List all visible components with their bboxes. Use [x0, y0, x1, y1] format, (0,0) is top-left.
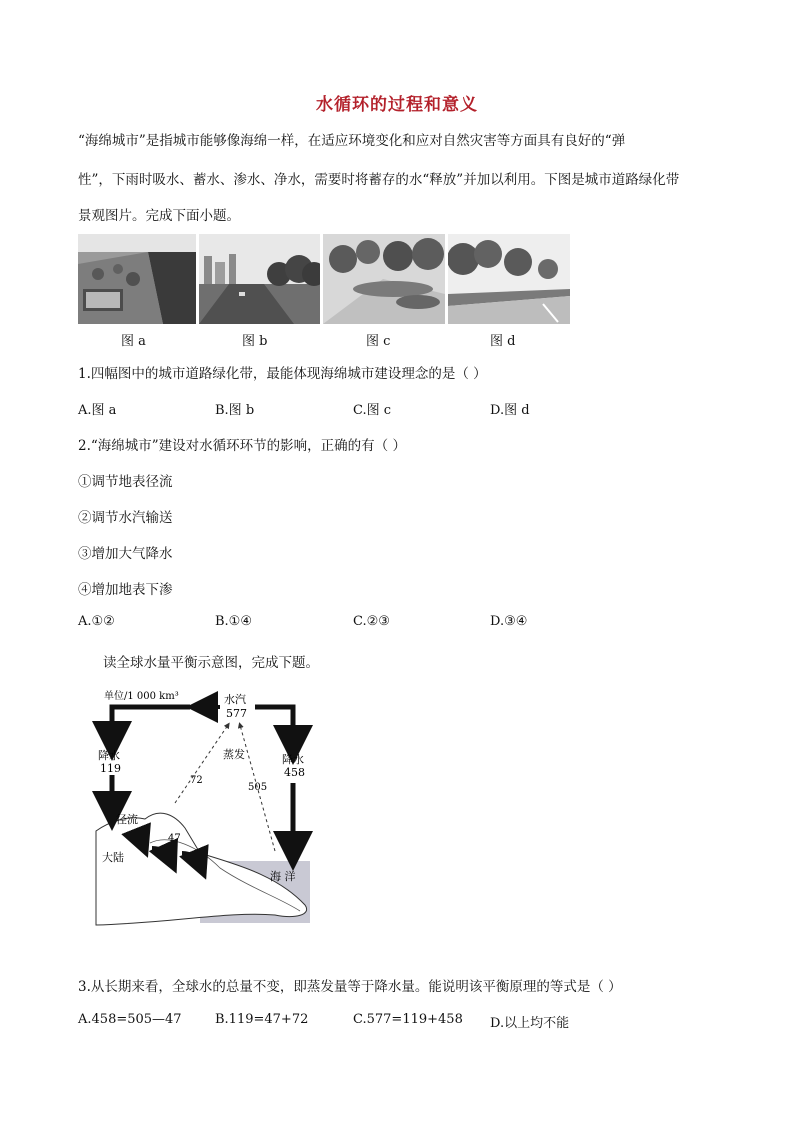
q2-option-b[interactable]: B.①④: [215, 614, 252, 629]
vapor-label: 水汽: [224, 693, 246, 706]
caption-b: 图 b: [242, 334, 268, 349]
q2-option-c[interactable]: C.②③: [353, 614, 390, 629]
caption-c: 图 c: [366, 334, 391, 349]
ocean-precipitation-arrow: [255, 707, 293, 745]
land-label: 大陆: [102, 851, 124, 864]
q1-option-d[interactable]: D.图 d: [490, 403, 530, 418]
caption-a: 图 a: [121, 334, 146, 349]
runoff-label: 径流: [116, 813, 138, 826]
ocean-evap-value: 505: [248, 782, 268, 793]
q3-option-a[interactable]: A.458=505—47: [78, 1012, 182, 1027]
unit-label: 单位/1 000 km³: [104, 691, 179, 702]
vapor-value: 577: [226, 707, 247, 720]
land-evaporation-arrow: [175, 725, 228, 803]
q2-item-3: ③增加大气降水: [78, 546, 173, 562]
land-evap-value: 72: [190, 775, 203, 786]
q2-option-a[interactable]: A.①②: [78, 614, 115, 629]
q2-item-2: ②调节水汽输送: [78, 510, 173, 526]
q2-option-d[interactable]: D.③④: [490, 614, 528, 629]
question-1-stem: 1.四幅图中的城市道路绿化带，最能体现海绵城市建设理念的是（ ）: [78, 366, 487, 382]
land-precipitation-arrow: [112, 707, 190, 741]
evap-label: 蒸发: [223, 748, 245, 761]
photo-a: [78, 234, 196, 324]
q3-option-d[interactable]: D.以上均不能: [490, 1016, 570, 1031]
q3-option-b[interactable]: B.119=47+72: [215, 1012, 309, 1027]
question-2-stem: 2.“海绵城市”建设对水循环环节的影响，正确的有（ ）: [78, 438, 406, 454]
photo-c: [323, 234, 445, 324]
ocean-precip-label: 降水: [282, 753, 304, 766]
photo-b: [199, 234, 320, 324]
q2-item-1: ①调节地表径流: [78, 474, 173, 490]
q1-option-b[interactable]: B.图 b: [215, 403, 255, 418]
photo-d: [448, 234, 570, 324]
diagram-intro: 读全球水量平衡示意图，完成下题。: [103, 655, 319, 671]
q2-item-4: ④增加地表下渗: [78, 582, 173, 598]
intro-line-3: 景观图片。完成下面小题。: [78, 208, 240, 224]
intro-line-1: “海绵城市”是指城市能够像海绵一样，在适应环境变化和应对自然灾害等方面具有良好的“弹: [78, 133, 626, 149]
land-precip-value: 119: [100, 762, 121, 775]
ocean-label: 海 洋: [270, 870, 296, 883]
runoff-value: 47: [168, 833, 181, 844]
q1-option-a[interactable]: A.图 a: [78, 403, 117, 418]
q3-option-c[interactable]: C.577=119+458: [353, 1012, 463, 1027]
question-3-stem: 3.从长期来看，全球水的总量不变，即蒸发量等于降水量。能说明该平衡原理的等式是（ ）: [78, 979, 622, 995]
water-balance-diagram: [90, 683, 320, 933]
caption-d: 图 d: [490, 334, 516, 349]
page-title: 水循环的过程和意义: [316, 95, 478, 115]
ocean-precip-value: 458: [284, 766, 305, 779]
land-precip-label: 降水: [98, 749, 120, 762]
q1-option-c[interactable]: C.图 c: [353, 403, 392, 418]
intro-line-2: 性”，下雨时吸水、蓄水、渗水、净水，需要时将蓄存的水“释放”并加以利用。下图是城市道路绿化带: [78, 172, 680, 188]
